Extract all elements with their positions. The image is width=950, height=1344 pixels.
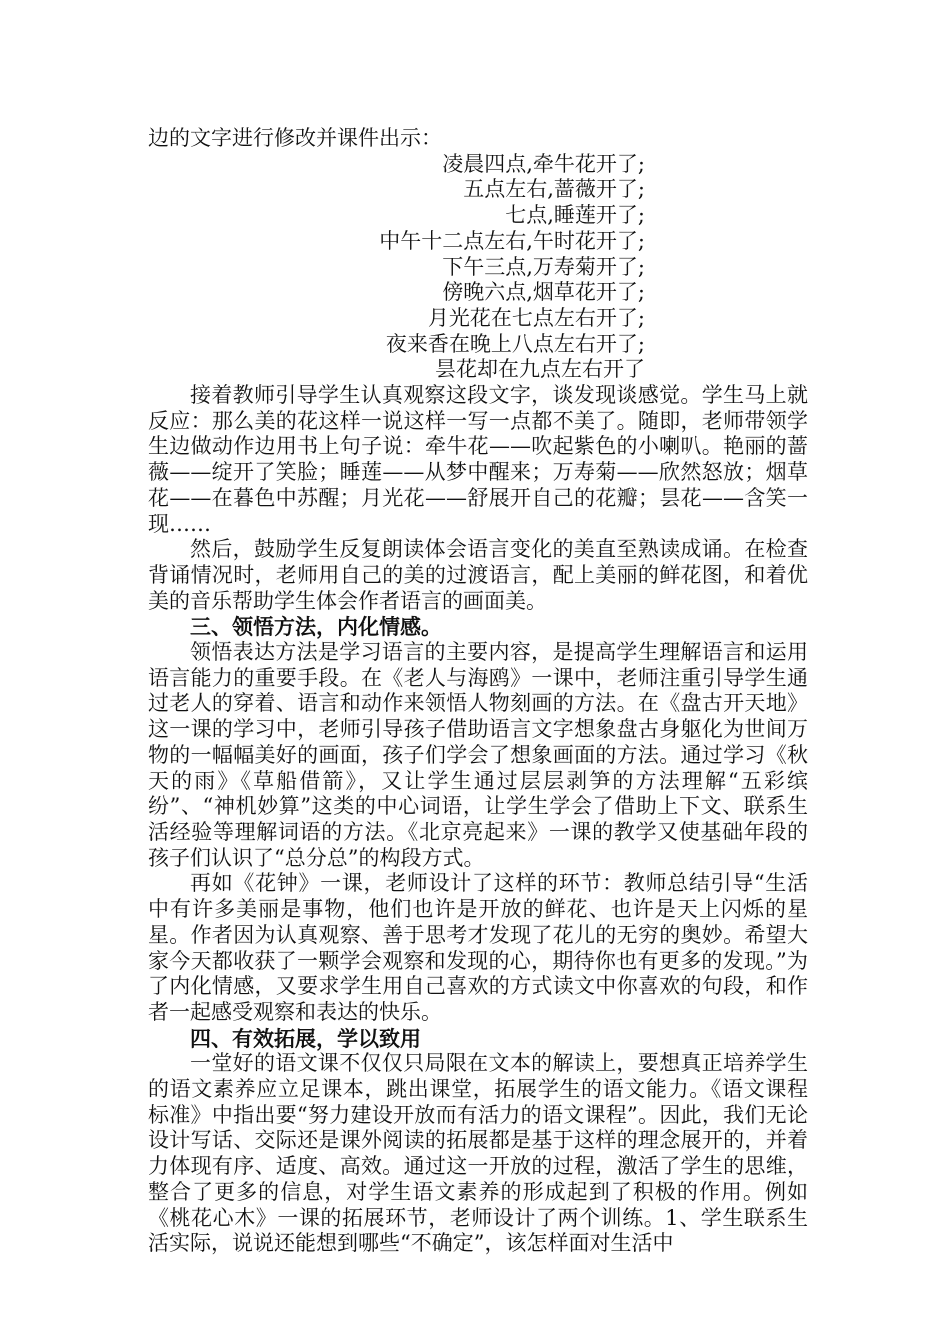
- intro-line: 边的文字进行修改并课件出示：: [148, 126, 442, 150]
- poem-line: 傍晚六点,烟草花开了;: [442, 280, 645, 305]
- poem-line: 七点,睡莲开了;: [505, 203, 645, 228]
- poem-line: 昙花却在九点左右开了: [435, 357, 645, 382]
- flower-clock-poem: [148, 152, 645, 383]
- section-heading-4: 四、有效拓展，学以致用: [190, 1025, 421, 1051]
- paragraph-extension: 一堂好的语文课不仅仅只局限在文本的解读上，要想真正培养学生的语文素养应立足课本，跳出课堂，拓展学生的语文能力。《语文课程标准》中指出要“努力建设开放而有活力的语文课程”。因此，我们无论设计写话、交际还是课外阅读的拓展都是基于这样的理念展开的，并着力体现有序、适度、高效。通过这一开放的过程，激活了学生的思维，整合了更多的信息，对学生语文素养的形成起到了积极的作用。例如《桃花心木》一课的拓展环节，老师设计了两个训练。1、学生联系生活实际，说说还能想到哪些“不确定”，该怎样面对生活中: [148, 1051, 808, 1256]
- document-page: [148, 126, 808, 1257]
- poem-line: 凌晨四点,牵牛花开了;: [442, 151, 645, 176]
- poem-line: 五点左右,蔷薇开了;: [463, 177, 645, 202]
- poem-line: 下午三点,万寿菊开了;: [442, 254, 645, 279]
- paragraph-methods: 领悟表达方法是学习语言的主要内容，是提高学生理解语言和运用语言能力的重要手段。在《老人与海鸥》一课中，老师注重引导学生通过老人的穿着、语言和动作来领悟人物刻画的方法。在《盘古开天地》这一课的学习中，老师引导孩子借助语言文字想象盘古身躯化为世间万物的一幅幅美好的画面，孩子们学会了想象画面的方法。通过学习《秋天的雨》《草船借箭》，又让学生通过层层剥笋的方法理解“五彩缤纷”、“神机妙算”这类的中心词语，让学生学会了借助上下文、联系生活经验等理解词语的方法。《北京亮起来》一课的教学又使基础年段的孩子们认识了“总分总”的构段方式。: [148, 640, 808, 870]
- section-heading-3: 三、领悟方法，内化情感。: [190, 614, 442, 640]
- poem-line: 中午十二点左右,午时花开了;: [379, 228, 645, 253]
- paragraph-observation: 接着教师引导学生认真观察这段文字，谈发现谈感觉。学生马上就反应：那么美的花这样一说这样一写一点都不美了。随即，老师带领学生边做动作边用书上句子说：牵牛花——吹起紫色的小喇叭。艳丽的蔷薇——绽开了笑脸；睡莲——从梦中醒来；万寿菊——欣然怒放；烟草花——在暮色中苏醒；月光花——舒展开自己的花瓣；昙花——含笑一现……: [148, 383, 808, 536]
- paragraph-flower-clock: 再如《花钟》一课，老师设计了这样的环节：教师总结引导“生活中有许多美丽是事物，他们也许是开放的鲜花、也许是天上闪烁的星星。作者因为认真观察、善于思考才发现了花儿的无穷的奥妙。希望大家今天都收获了一颗学会观察和发现的心，期待你也有更多的发现。”为了内化情感，又要求学生用自己喜欢的方式读文中你喜欢的句段，和作者一起感受观察和表达的快乐。: [148, 871, 808, 1024]
- poem-line: 月光花在七点左右开了;: [427, 305, 645, 330]
- poem-line: 夜来香在晚上八点左右开了;: [385, 331, 645, 356]
- paragraph-recitation: 然后，鼓励学生反复朗读体会语言变化的美直至熟读成诵。在检查背诵情况时，老师用自己的美的过渡语言，配上美丽的鲜花图，和着优美的音乐帮助学生体会作者语言的画面美。: [148, 537, 808, 613]
